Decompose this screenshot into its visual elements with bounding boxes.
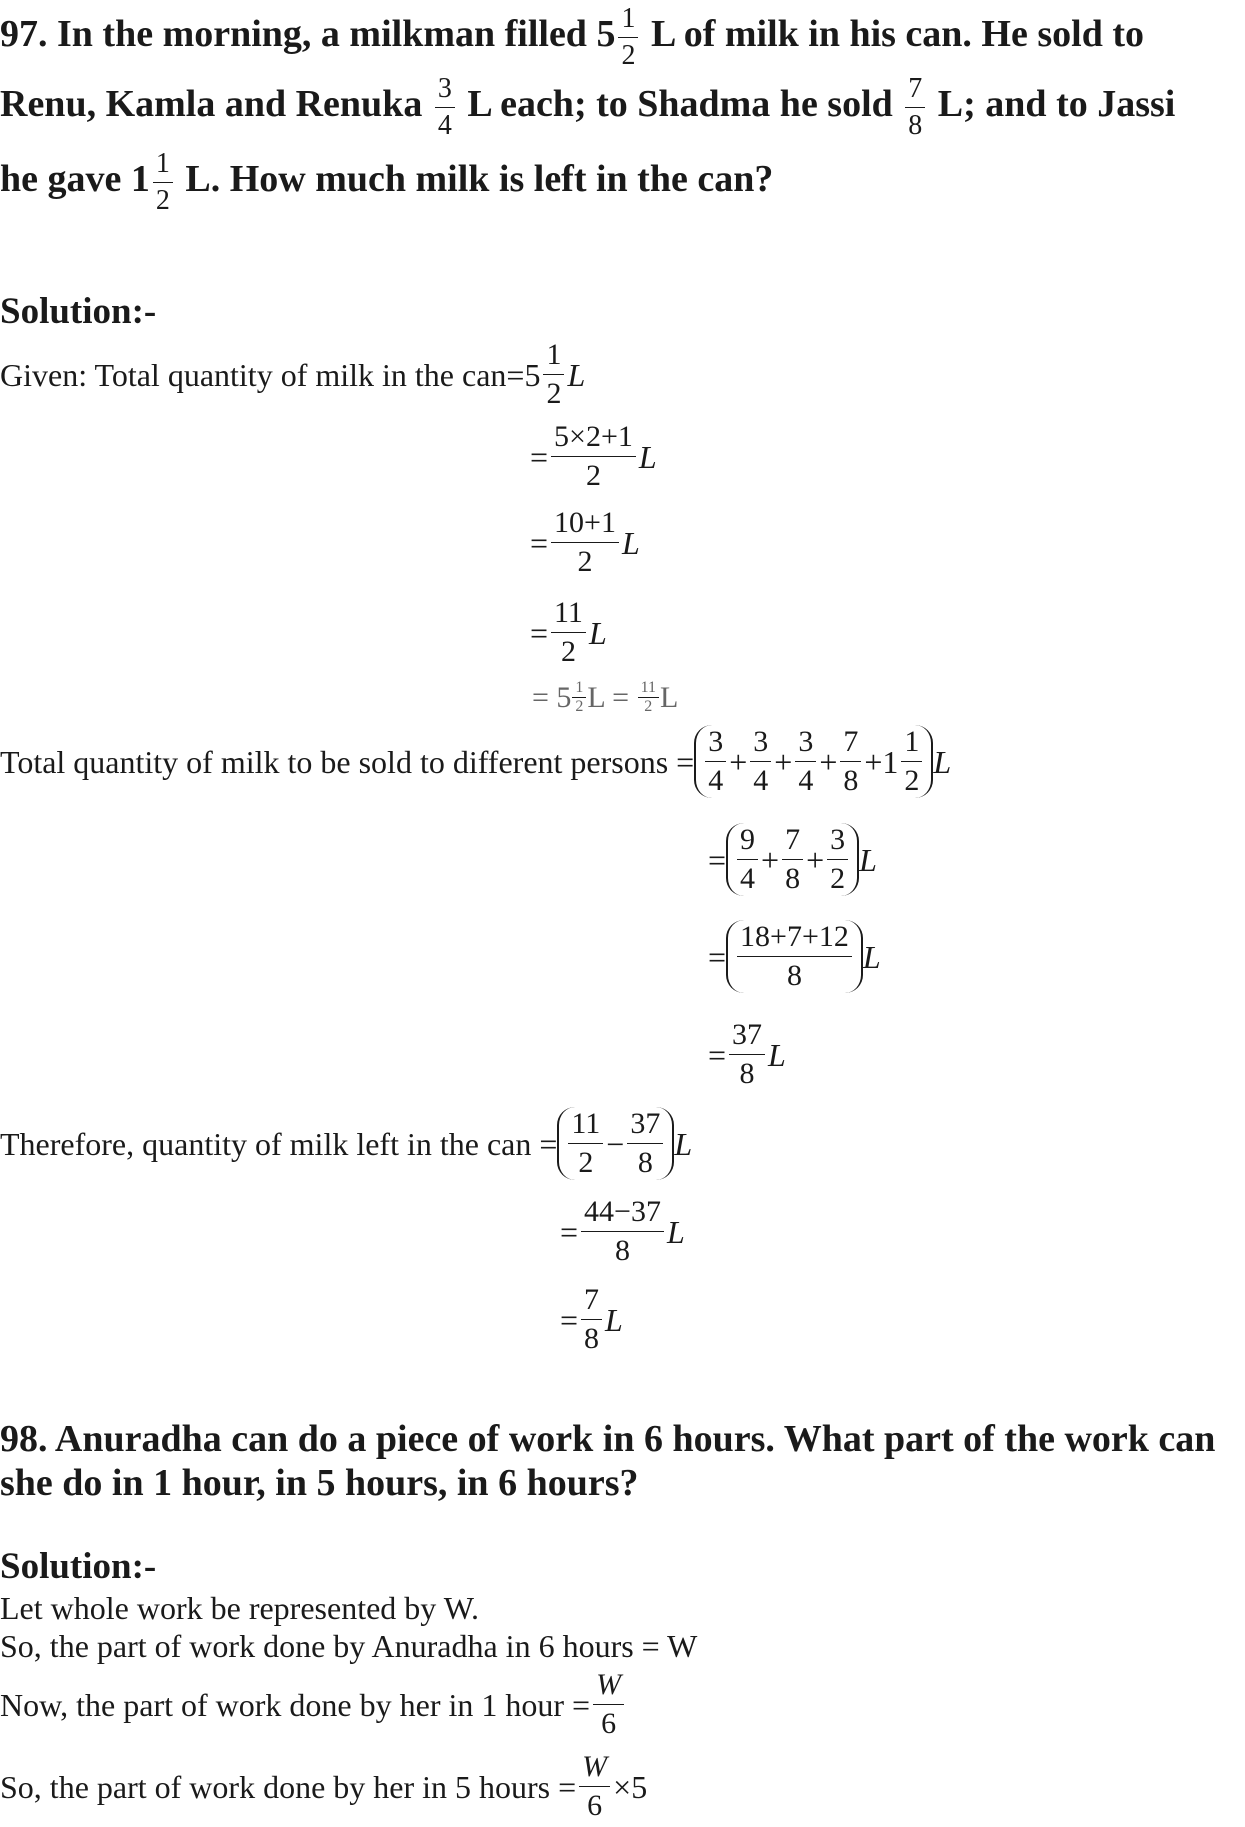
step-line: = $\frac{7}{8}$ L [560,1283,623,1355]
step-line: = $\frac{5\times 2+1}{2}$ L [530,420,657,492]
sol98-label: So, the part of work done by her in 5 hours [0,1768,551,1805]
sol98-eq-line: Now, the part of work done by her in 1 hour = $\frac{W}{6}$ [0,1670,627,1739]
left-label: Therefore, quantity of milk left in the can [0,1125,532,1162]
sol98-eq-line: So, the part of work done by her in 5 hours = $\frac{W}{6}$ ×5 [0,1750,648,1822]
step-line: = $\frac{37}{8}$ L [708,1018,786,1090]
q97-text: 97. In the morning, a milkman filled 5 [0,13,616,56]
solution-heading: Solution:- [0,291,157,332]
fraction: $\frac{1}{2}$ [618,5,638,70]
fraction: $\frac{11}{2}$ [638,680,659,715]
sol98-line: So, the part of work done by Anuradha in 6 hours = W [0,1628,698,1664]
fraction: $\frac{7}{8}$ [905,75,925,140]
q97-line2 [0,75,1175,140]
q97-text: Renu, Kamla and Renuka [0,83,423,126]
fraction: $\frac{10+1}{2}$ [551,508,619,577]
parenthesis: $\frac{11}{2}$ − $\frac{37}{8}$ [557,1107,674,1180]
parenthesis: $\frac{3}{4}$ + $\frac{3}{4}$ + $\frac{3}{4}$ + $\frac{7}{8}$ +1 $\frac{1}{2}$ [694,725,933,798]
q97-text: L of milk in his can. He sold to [650,13,1144,56]
given-label: Given: Total quantity of milk in the can [0,356,507,393]
fraction: $\frac{1}{2}$ [153,150,173,215]
step-line: = $\frac{11}{2}$ L [530,596,607,668]
q97-text: he gave 1 [0,158,150,201]
q97-line3 [0,150,773,215]
q97-text: L each; to Shadma he sold [467,83,893,126]
total-label: Total quantity of milk to be sold to different persons [0,743,669,780]
q97-text: L; and to Jassi [937,83,1176,126]
fraction: $\frac{5\times 2+1}{2}$ [551,422,636,491]
sol98-line: Let whole work be represented by W. [0,1590,479,1626]
fraction: $\frac{11}{2}$ [551,598,586,667]
step-line: = $\frac{18+7+12}{8}$ L [708,920,881,992]
step-line: = $\frac{9}{4}$ + $\frac{7}{8}$ + $\frac{3}{2}$ L [708,823,877,895]
q98-line1: 98. Anuradha can do a piece of work in 6 hours. What part of the work can [0,1418,1216,1460]
parenthesis: $\frac{18+7+12}{8}$ [726,920,863,993]
step-line: = $\frac{10+1}{2}$ L [530,506,640,578]
q97-line1 [0,5,1144,70]
sol98-label: Now, the part of work done by her in 1 hour [0,1686,565,1723]
solution-heading: Solution:- [0,1546,157,1587]
fraction: $\frac{1}{2}$ [543,340,564,409]
step-line: = $\frac{44-37}{8}$ L [560,1195,685,1267]
q97-text: L. How much milk is left in the can? [185,158,774,201]
fraction: $\frac{3}{4}$ [435,75,455,140]
q98-line2: she do in 1 hour, in 5 hours, in 6 hours? [0,1462,639,1504]
left-line: Therefore, quantity of milk left in the can = $\frac{11}{2}$ − $\frac{37}{8}$ L [0,1107,693,1179]
parenthesis: $\frac{9}{4}$ + $\frac{7}{8}$ + $\frac{3}{2}$ [726,823,859,896]
given-line: Given: Total quantity of milk in the can = 5 $\frac{1}{2}$ L [0,338,586,410]
total-line: Total quantity of milk to be sold to different persons = $\frac{3}{4}$ + $\frac{3}{4}$ + $\frac{3}{4}$ + $\frac{7}{8}$ +1 $\frac{1}{2}$ L [0,725,952,797]
gray-step-line: = 5 $\frac{1}{2}$ L = $\frac{11}{2}$ L [532,679,679,715]
fraction: $\frac{1}{2}$ [572,680,586,715]
